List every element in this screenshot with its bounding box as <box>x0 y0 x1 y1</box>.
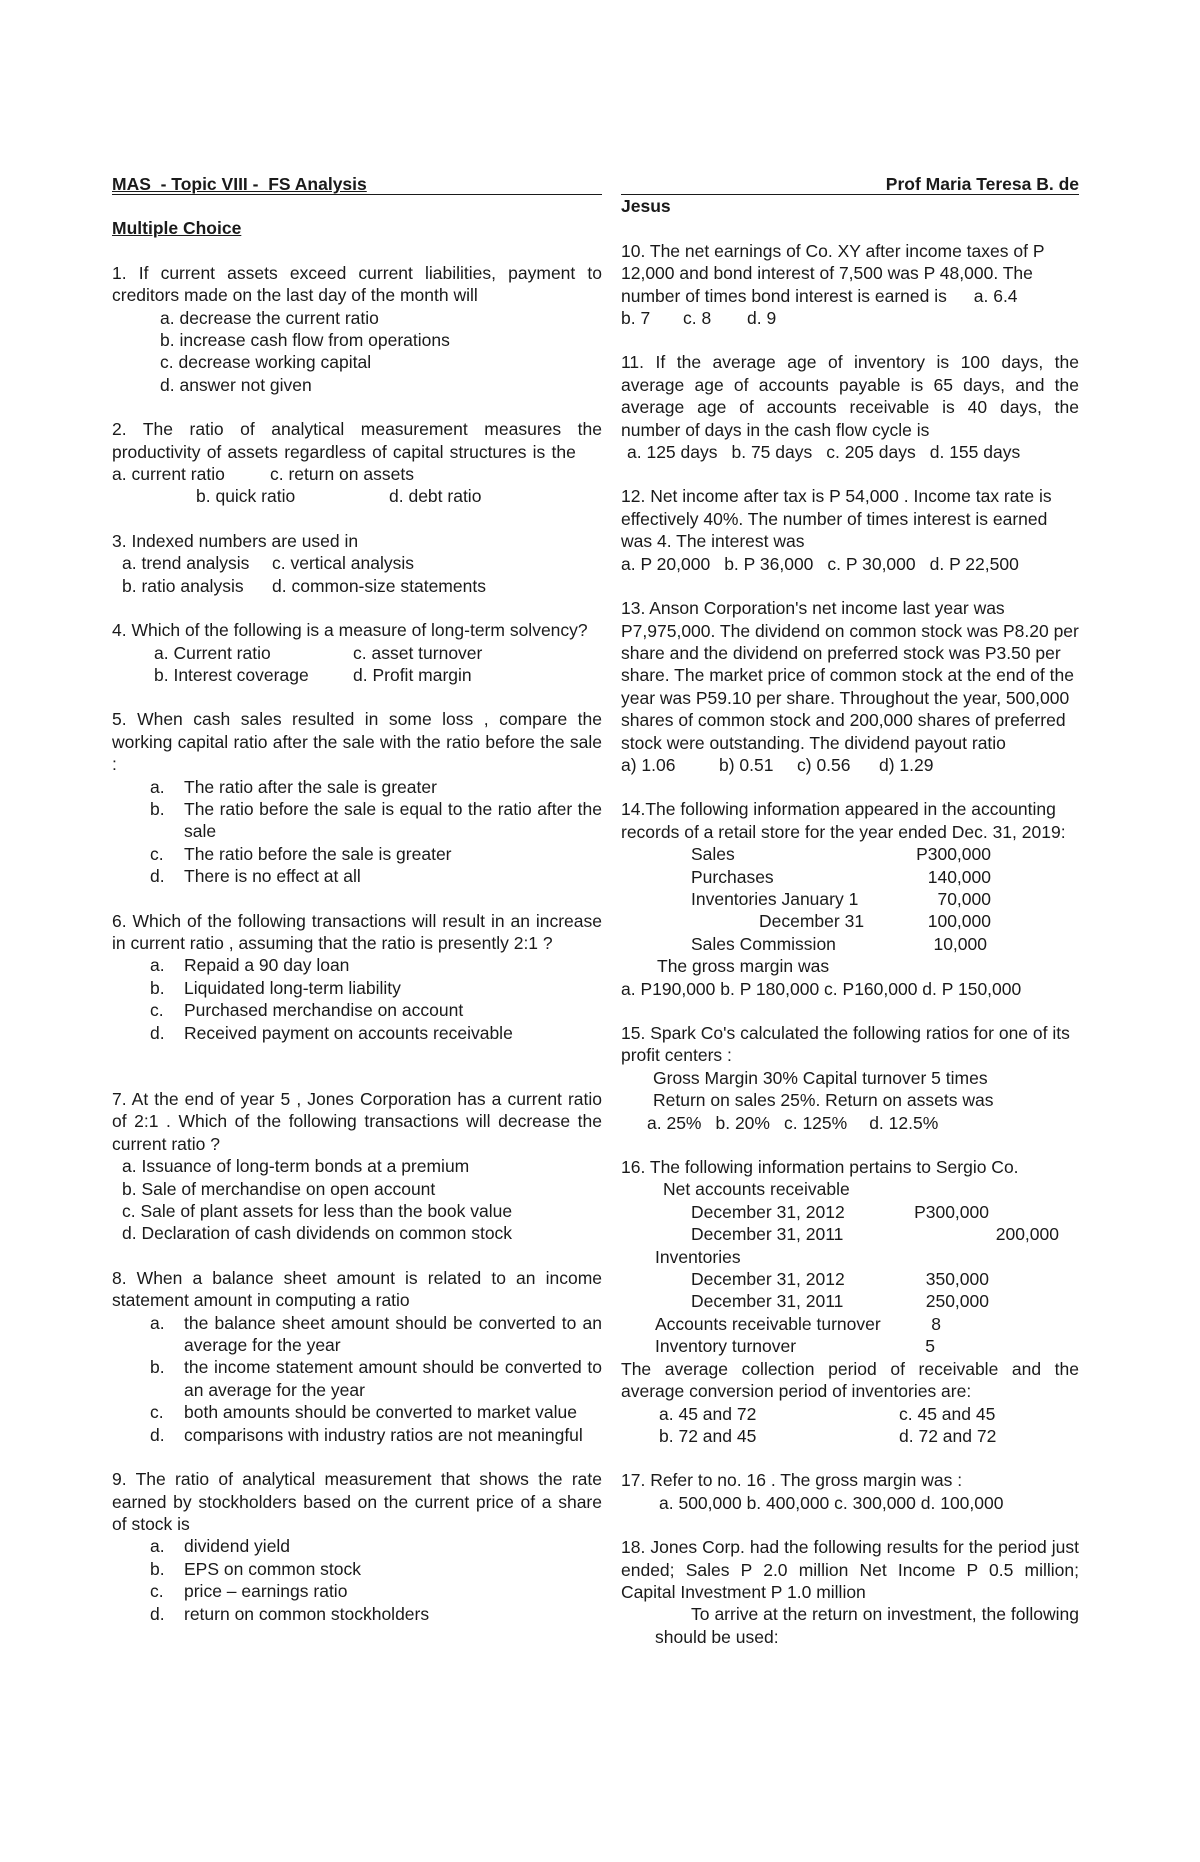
option-c: c. both amounts should be converted to market value <box>150 1402 578 1423</box>
question-16 <box>621 1156 1079 1447</box>
table-row: Inventory turnover 5 <box>655 1336 935 1357</box>
option-d: d. 155 days <box>929 442 1021 463</box>
question-3 <box>112 530 602 597</box>
options-line: a. 500,000 b. 400,000 c. 300,000 d. 100,000 <box>659 1492 1004 1513</box>
option-b: b) 0.51 <box>719 754 774 775</box>
question-stem: 12. Net income after tax is P 54,000 . Income tax rate is effectively 40%. The number of times interest is earned was 4. The interest was <box>621 486 1052 552</box>
question-11 <box>621 351 1079 463</box>
question-stem: 13. Anson Corporation's net income last year was P7,975,000. The dividend on common stock was P8.20 per share and the dividend on preferred stock was P3.50 per share. The market price of common stock at the end of the year was P59.10 per share. Throughout the year, 500,000 shares of common stock and 200,000 shares of preferred stock were outstanding. The dividend payout ratio <box>621 598 1079 753</box>
option-a: a. Issuance of long-term bonds at a premium <box>122 1156 470 1177</box>
question-10 <box>621 240 1079 330</box>
option-d: d. debt ratio <box>389 486 482 507</box>
option-b: b. 72 and 45 <box>659 1425 757 1446</box>
option-d: d. answer not given <box>160 374 312 395</box>
table-row: Sales P300,000 <box>691 844 991 865</box>
option-b: b. 75 days <box>731 442 813 463</box>
section-title: Multiple Choice <box>112 218 242 239</box>
option-b: b. EPS on common stock <box>150 1558 362 1579</box>
table-row: December 31, 2011 200,000 <box>691 1224 1059 1245</box>
ratio-line: Gross Margin 30% Capital turnover 5 times <box>653 1067 988 1088</box>
section-label: Net accounts receivable <box>663 1179 850 1200</box>
section-label: Inventories <box>655 1246 741 1267</box>
question-14 <box>621 798 1079 1000</box>
table-row: December 31 100,000 <box>759 911 991 932</box>
option-a: a. current ratio <box>112 464 225 485</box>
table-row: Purchases 140,000 <box>691 866 991 887</box>
ratio-line: Return on sales 25%. Return on assets was <box>653 1090 994 1111</box>
header-left-title: MAS - Topic VIII - FS Analysis <box>112 174 367 194</box>
option-d: d. There is no effect at all <box>150 866 361 887</box>
option-b: b. quick ratio <box>196 486 296 507</box>
option-c: c. return on assets <box>270 464 414 485</box>
option-a: a) 1.06 <box>621 754 676 775</box>
option-a: a. 25% <box>647 1112 702 1133</box>
question-6 <box>112 910 602 1044</box>
option-b: b. the income statement amount should be converted to an average for the year <box>150 1357 602 1400</box>
option-c: c. The ratio before the sale is greater <box>150 843 452 864</box>
option-a: a. trend analysis <box>122 553 250 574</box>
option-a: a. Repaid a 90 day loan <box>150 955 350 976</box>
header-right-title-cont: Jesus <box>621 196 671 217</box>
option-a: a. P 20,000 <box>621 553 711 574</box>
question-18 <box>621 1536 1079 1648</box>
question-stem: 7. At the end of year 5 , Jones Corporation has a current ratio of 2:1 . Which of the following transactions will decrease the current ratio ? <box>112 1089 602 1154</box>
question-7 <box>112 1088 602 1245</box>
option-b: b. 7 <box>621 308 651 329</box>
option-c: c. Purchased merchandise on account <box>150 1000 464 1021</box>
question-5 <box>112 708 602 887</box>
option-c: c. vertical analysis <box>272 553 414 574</box>
question-1 <box>112 262 602 396</box>
question-stem: 9. The ratio of analytical measurement that shows the rate earned by stockholders based on the current price of a share of stock is <box>112 1469 602 1534</box>
option-b: b. 20% <box>715 1112 770 1133</box>
question-4 <box>112 619 602 686</box>
question-stem: 6. Which of the following transactions will result in an increase in current ratio , assuming that the ratio is presently 2:1 ? <box>112 910 602 953</box>
question-stem: 14.The following information appeared in the accounting records of a retail store for the year ended Dec. 31, 2019: <box>621 799 1066 842</box>
question-12 <box>621 485 1079 575</box>
question-8 <box>112 1267 602 1446</box>
option-d: d. Profit margin <box>353 664 472 685</box>
option-d: d. comparisons with industry ratios are not meaningful <box>150 1424 583 1445</box>
option-d: d. Received payment on accounts receivable <box>150 1022 513 1043</box>
option-a: a. The ratio after the sale is greater <box>150 776 437 797</box>
question-13 <box>621 597 1079 776</box>
option-a: a. 6.4 <box>973 285 1018 306</box>
question-15 <box>621 1022 1079 1134</box>
table-row: December 31, 2011 250,000 <box>691 1291 989 1312</box>
question-stem: 3. Indexed numbers are used in <box>112 530 359 551</box>
table-row: Sales Commission 10,000 <box>691 933 987 954</box>
option-c: c. 8 <box>683 308 712 329</box>
option-d: d. P 22,500 <box>929 553 1019 574</box>
question-17 <box>621 1469 1079 1514</box>
question-stem: 16. The following information pertains to Sergio Co. <box>621 1157 1019 1178</box>
option-c: c. asset turnover <box>353 642 483 663</box>
right-column <box>621 173 1079 1648</box>
option-c: c. 45 and 45 <box>899 1403 996 1424</box>
option-d: d. return on common stockholders <box>150 1603 430 1624</box>
option-b: b. P 36,000 <box>724 553 814 574</box>
options-line: a. P190,000 b. P 180,000 c. P160,000 d. P 150,000 <box>621 978 1022 999</box>
header-right-title: Prof Maria Teresa B. de <box>885 174 1079 194</box>
option-c: c. Sale of plant assets for less than the book value <box>122 1201 513 1222</box>
option-c: c. 205 days <box>826 442 916 463</box>
option-d: d. Declaration of cash dividends on common stock <box>122 1223 513 1244</box>
table-row: December 31, 2012 350,000 <box>691 1269 989 1290</box>
left-column <box>112 173 602 1625</box>
option-d: d. 72 and 72 <box>899 1425 997 1446</box>
option-d: d. 12.5% <box>869 1112 939 1133</box>
option-d: d) 1.29 <box>879 754 934 775</box>
question-stem: 8. When a balance sheet amount is related to an income statement amount in computing a ratio <box>112 1267 602 1311</box>
option-c: c. decrease working capital <box>160 352 372 373</box>
option-c: c. price – earnings ratio <box>150 1581 348 1602</box>
option-b: b. Liquidated long-term liability <box>150 977 401 998</box>
question-stem: 15. Spark Co's calculated the following ratios for one of its profit centers : <box>621 1023 1070 1066</box>
option-b: b. The ratio before the sale is equal to the ratio after the sale <box>150 798 602 842</box>
question-2 <box>112 418 602 508</box>
table-row: December 31, 2012 P300,000 <box>691 1201 989 1222</box>
question-stem: 4. Which of the following is a measure of long-term solvency? <box>112 620 588 641</box>
option-d: d. common-size statements <box>272 575 486 596</box>
option-d: d. 9 <box>747 308 777 329</box>
option-b: b. Sale of merchandise on open account <box>122 1178 436 1199</box>
option-a: a. Current ratio <box>154 642 271 663</box>
option-c: c. P 30,000 <box>827 553 916 574</box>
option-c: c) 0.56 <box>797 754 851 775</box>
table-row: Accounts receivable turnover 8 <box>655 1313 941 1334</box>
question-stem: 2. The ratio of analytical measurement measures the productivity of assets regardless of capital structures is the <box>112 419 602 462</box>
question-stem: 10. The net earnings of Co. XY after income taxes of P 12,000 and bond interest of 7,500 was P 48,000. The number of times bond interest is earned is <box>621 240 1045 306</box>
question-stem: 11. If the average age of inventory is 100 days, the average age of accounts payable is 65 days, and the average age of accounts receivable is 40 days, the number of days in the cash flow cycle is <box>621 352 1079 440</box>
option-c: c. 125% <box>783 1112 848 1133</box>
option-b: b. increase cash flow from operations <box>160 330 450 351</box>
question-stem: 1. If current assets exceed current liabilities, payment to creditors made on the last day of the month will <box>112 262 602 306</box>
question-prompt: The gross margin was <box>657 956 830 977</box>
option-a: a. decrease the current ratio <box>160 307 379 328</box>
question-stem: 18. Jones Corp. had the following results for the period just ended; Sales P 2.0 million Net Income P 0.5 million; Capital Investment P 1.0 million <box>621 1537 1079 1602</box>
option-b: b. Interest coverage <box>154 664 309 685</box>
question-prompt: To arrive at the return on investment, the following should be used: <box>655 1604 1079 1647</box>
option-a: a. dividend yield <box>150 1536 291 1557</box>
option-a: a. 125 days <box>627 442 718 463</box>
option-a: a. the balance sheet amount should be converted to an average for the year <box>150 1312 602 1356</box>
question-stem: 5. When cash sales resulted in some loss , compare the working capital ratio after the sale with the ratio before the sale : <box>112 709 602 775</box>
question-prompt: The average collection period of receivable and the average conversion period of inventories are: <box>621 1358 1079 1402</box>
question-9 <box>112 1468 602 1625</box>
option-b: b. ratio analysis <box>122 575 244 596</box>
question-stem: 17. Refer to no. 16 . The gross margin was : <box>621 1470 963 1491</box>
option-a: a. 45 and 72 <box>659 1403 757 1424</box>
table-row: Inventories January 1 70,000 <box>691 888 991 909</box>
